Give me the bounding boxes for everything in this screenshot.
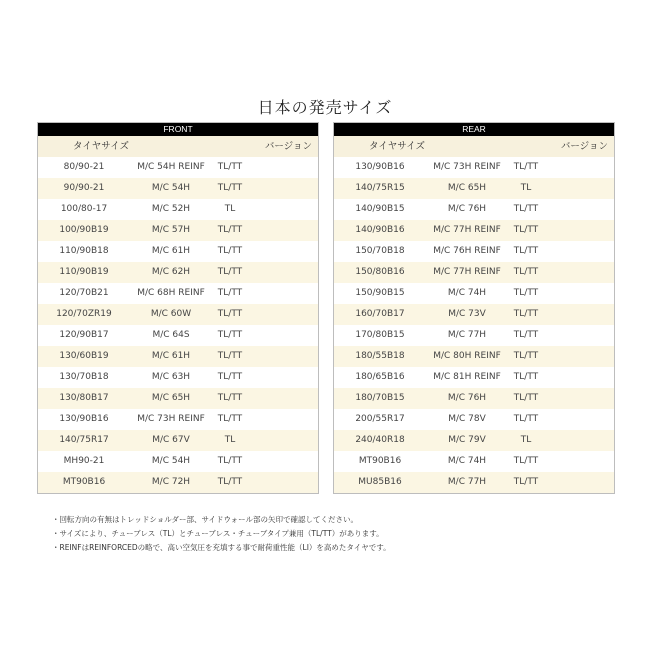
version-cell bbox=[544, 472, 614, 493]
table-row bbox=[334, 325, 614, 346]
table-row bbox=[38, 178, 318, 199]
front-header-tire-size: タイヤサイズ bbox=[72, 141, 130, 152]
type-cell: TL/TT bbox=[217, 267, 243, 277]
table-row bbox=[334, 472, 614, 493]
table-row bbox=[38, 157, 318, 178]
rear-header-tire-size: タイヤサイズ bbox=[368, 141, 426, 152]
type-cell: TL/TT bbox=[513, 267, 539, 277]
tire-size-cell: 90/90-21 bbox=[63, 183, 105, 193]
tire-size-cell: 150/90B15 bbox=[355, 288, 405, 298]
table-row bbox=[334, 430, 614, 451]
version-cell bbox=[544, 325, 614, 346]
version-cell bbox=[544, 430, 614, 451]
spec-cell: M/C 65H bbox=[447, 183, 487, 193]
type-cell: TL/TT bbox=[217, 225, 243, 235]
spec-cell: M/C 65H bbox=[151, 393, 191, 403]
type-cell: TL bbox=[224, 204, 236, 214]
type-cell: TL/TT bbox=[217, 372, 243, 382]
spec-cell: M/C 63H bbox=[151, 372, 191, 382]
version-cell bbox=[248, 262, 318, 283]
type-cell: TL bbox=[224, 435, 236, 445]
spec-cell: M/C 57H bbox=[151, 225, 191, 235]
type-cell: TL/TT bbox=[513, 372, 539, 382]
type-cell: TL/TT bbox=[513, 246, 539, 256]
tire-size-cell: 150/70B18 bbox=[355, 246, 405, 256]
spec-cell: M/C 74H bbox=[447, 456, 487, 466]
type-cell: TL/TT bbox=[217, 456, 243, 466]
version-cell bbox=[248, 472, 318, 493]
type-cell: TL bbox=[520, 435, 532, 445]
type-cell: TL/TT bbox=[217, 309, 243, 319]
table-row bbox=[334, 409, 614, 430]
version-cell bbox=[544, 388, 614, 409]
version-cell bbox=[248, 304, 318, 325]
table-row bbox=[38, 367, 318, 388]
tire-size-cell: 150/80B16 bbox=[355, 267, 405, 277]
front-table-header bbox=[38, 136, 318, 157]
version-cell bbox=[248, 388, 318, 409]
table-row bbox=[334, 220, 614, 241]
tire-size-cell: 120/90B17 bbox=[59, 330, 109, 340]
spec-cell: M/C 73H REINF bbox=[433, 162, 501, 172]
type-cell: TL/TT bbox=[513, 393, 539, 403]
tire-size-cell: 130/70B18 bbox=[59, 372, 109, 382]
rear-table-body bbox=[334, 157, 614, 493]
tire-size-cell: 80/90-21 bbox=[63, 162, 105, 172]
version-cell bbox=[544, 283, 614, 304]
type-cell: TL/TT bbox=[513, 477, 539, 487]
rear-table-header bbox=[334, 136, 614, 157]
table-row bbox=[334, 262, 614, 283]
type-cell: TL/TT bbox=[513, 162, 539, 172]
tire-size-cell: 140/75R17 bbox=[59, 435, 109, 445]
tire-size-cell: 120/70ZR19 bbox=[56, 309, 112, 319]
type-cell: TL/TT bbox=[513, 309, 539, 319]
type-cell: TL bbox=[520, 183, 532, 193]
spec-cell: M/C 78V bbox=[448, 414, 486, 424]
table-row bbox=[334, 451, 614, 472]
spec-cell: M/C 67V bbox=[152, 435, 190, 445]
spec-cell: M/C 54H bbox=[151, 183, 191, 193]
type-cell: TL/TT bbox=[217, 393, 243, 403]
front-table-body bbox=[38, 157, 318, 493]
spec-cell: M/C 76H bbox=[447, 204, 487, 214]
note-line: ・回転方向の有無はトレッドショルダー部、サイドウォール部の矢印で確認してください。 bbox=[52, 515, 358, 524]
table-row bbox=[38, 283, 318, 304]
version-cell bbox=[544, 178, 614, 199]
table-row bbox=[38, 262, 318, 283]
version-cell bbox=[248, 430, 318, 451]
table-row bbox=[38, 430, 318, 451]
tire-size-cell: 180/55B18 bbox=[355, 351, 405, 361]
tire-size-cell: MT90B16 bbox=[62, 477, 106, 487]
table-row bbox=[38, 388, 318, 409]
tire-size-cell: 200/55R17 bbox=[355, 414, 405, 424]
note-line: ・REINFはREINFORCEDの略で、高い空気圧を充填する事で耐荷重性能（LI）を高めたタイヤです。 bbox=[52, 543, 391, 552]
tire-size-cell: 180/70B15 bbox=[355, 393, 405, 403]
tire-size-cell: 130/90B16 bbox=[355, 162, 405, 172]
version-cell bbox=[544, 409, 614, 430]
version-cell bbox=[248, 241, 318, 262]
version-cell bbox=[544, 241, 614, 262]
front-header-spacer bbox=[164, 136, 248, 157]
type-cell: TL/TT bbox=[513, 351, 539, 361]
spec-cell: M/C 77H REINF bbox=[433, 267, 501, 277]
spec-cell: M/C 73V bbox=[448, 309, 486, 319]
tire-size-cell: 110/90B18 bbox=[59, 246, 109, 256]
spec-cell: M/C 79V bbox=[448, 435, 486, 445]
version-cell bbox=[544, 199, 614, 220]
table-row bbox=[334, 178, 614, 199]
spec-cell: M/C 73H REINF bbox=[137, 414, 205, 424]
table-row bbox=[38, 325, 318, 346]
spec-cell: M/C 80H REINF bbox=[433, 351, 501, 361]
rear-header-spacer bbox=[460, 136, 544, 157]
type-cell: TL/TT bbox=[217, 414, 243, 424]
spec-cell: M/C 77H REINF bbox=[433, 225, 501, 235]
spec-cell: M/C 64S bbox=[152, 330, 190, 340]
tire-size-cell: 140/90B16 bbox=[355, 225, 405, 235]
table-row bbox=[38, 346, 318, 367]
version-cell bbox=[248, 178, 318, 199]
type-cell: TL/TT bbox=[513, 456, 539, 466]
spec-cell: M/C 61H bbox=[151, 246, 191, 256]
version-cell bbox=[248, 346, 318, 367]
note-line: ・サイズにより、チューブレス（TL）とチューブレス・チューブタイプ兼用（TL/TT）があります。 bbox=[52, 529, 384, 538]
rear-header-version: バージョン bbox=[560, 141, 608, 152]
spec-cell: M/C 61H bbox=[151, 351, 191, 361]
type-cell: TL/TT bbox=[217, 477, 243, 487]
tire-size-cell: 140/75R15 bbox=[355, 183, 405, 193]
spec-cell: M/C 81H REINF bbox=[433, 372, 501, 382]
tire-size-cell: 130/90B16 bbox=[59, 414, 109, 424]
version-cell bbox=[248, 451, 318, 472]
table-row bbox=[38, 451, 318, 472]
tire-size-cell: MU85B16 bbox=[358, 477, 402, 487]
type-cell: TL/TT bbox=[513, 204, 539, 214]
version-cell bbox=[544, 304, 614, 325]
table-row bbox=[38, 220, 318, 241]
version-cell bbox=[248, 325, 318, 346]
type-cell: TL/TT bbox=[217, 183, 243, 193]
type-cell: TL/TT bbox=[217, 351, 243, 361]
tire-size-cell: 240/40R18 bbox=[355, 435, 405, 445]
table-row bbox=[334, 241, 614, 262]
version-cell bbox=[248, 157, 318, 178]
spec-cell: M/C 54H REINF bbox=[137, 162, 205, 172]
tire-size-cell: 100/80-17 bbox=[60, 204, 108, 214]
table-row bbox=[334, 304, 614, 325]
spec-cell: M/C 68H REINF bbox=[137, 288, 205, 298]
tire-size-cell: 160/70B17 bbox=[355, 309, 405, 319]
version-cell bbox=[544, 220, 614, 241]
notes bbox=[52, 513, 612, 555]
table-row bbox=[334, 283, 614, 304]
spec-cell: M/C 76H REINF bbox=[433, 246, 501, 256]
table-row bbox=[334, 157, 614, 178]
spec-cell: M/C 54H bbox=[151, 456, 191, 466]
version-cell bbox=[248, 367, 318, 388]
tire-size-cell: 120/70B21 bbox=[59, 288, 109, 298]
version-cell bbox=[248, 220, 318, 241]
table-row bbox=[334, 367, 614, 388]
front-size-table bbox=[37, 122, 319, 494]
table-row bbox=[334, 199, 614, 220]
table-row bbox=[334, 346, 614, 367]
type-cell: TL/TT bbox=[217, 162, 243, 172]
type-cell: TL/TT bbox=[513, 288, 539, 298]
version-cell bbox=[544, 346, 614, 367]
version-cell bbox=[544, 157, 614, 178]
type-cell: TL/TT bbox=[217, 330, 243, 340]
type-cell: TL/TT bbox=[513, 414, 539, 424]
version-cell bbox=[248, 283, 318, 304]
tire-size-cell: 170/80B15 bbox=[355, 330, 405, 340]
spec-cell: M/C 77H bbox=[447, 477, 487, 487]
tire-size-cell: 180/65B16 bbox=[355, 372, 405, 382]
spec-cell: M/C 60W bbox=[150, 309, 192, 319]
spec-cell: M/C 52H bbox=[151, 204, 191, 214]
version-cell bbox=[248, 409, 318, 430]
front-header-version: バージョン bbox=[264, 141, 312, 152]
spec-cell: M/C 77H bbox=[447, 330, 487, 340]
version-cell bbox=[544, 451, 614, 472]
type-cell: TL/TT bbox=[513, 330, 539, 340]
front-table-title: FRONT bbox=[38, 123, 318, 136]
table-row bbox=[38, 409, 318, 430]
tire-size-cell: 140/90B15 bbox=[355, 204, 405, 214]
table-row bbox=[334, 388, 614, 409]
tire-size-cell: MH90-21 bbox=[63, 456, 105, 466]
table-row bbox=[38, 472, 318, 493]
table-row bbox=[38, 304, 318, 325]
version-cell bbox=[248, 199, 318, 220]
tire-size-cell: 130/60B19 bbox=[59, 351, 109, 361]
tire-size-cell: 100/90B19 bbox=[59, 225, 109, 235]
version-cell bbox=[544, 262, 614, 283]
tire-size-cell: 130/80B17 bbox=[59, 393, 109, 403]
tire-size-cell: MT90B16 bbox=[358, 456, 402, 466]
type-cell: TL/TT bbox=[217, 288, 243, 298]
table-row bbox=[38, 241, 318, 262]
tire-size-cell: 110/90B19 bbox=[59, 267, 109, 277]
rear-table-title: REAR bbox=[334, 123, 614, 136]
spec-cell: M/C 76H bbox=[447, 393, 487, 403]
table-row bbox=[38, 199, 318, 220]
type-cell: TL/TT bbox=[217, 246, 243, 256]
version-cell bbox=[544, 367, 614, 388]
type-cell: TL/TT bbox=[513, 225, 539, 235]
page-title: 日本の発売サイズ bbox=[257, 98, 393, 117]
rear-size-table bbox=[333, 122, 615, 494]
spec-cell: M/C 72H bbox=[151, 477, 191, 487]
spec-cell: M/C 62H bbox=[151, 267, 191, 277]
spec-cell: M/C 74H bbox=[447, 288, 487, 298]
